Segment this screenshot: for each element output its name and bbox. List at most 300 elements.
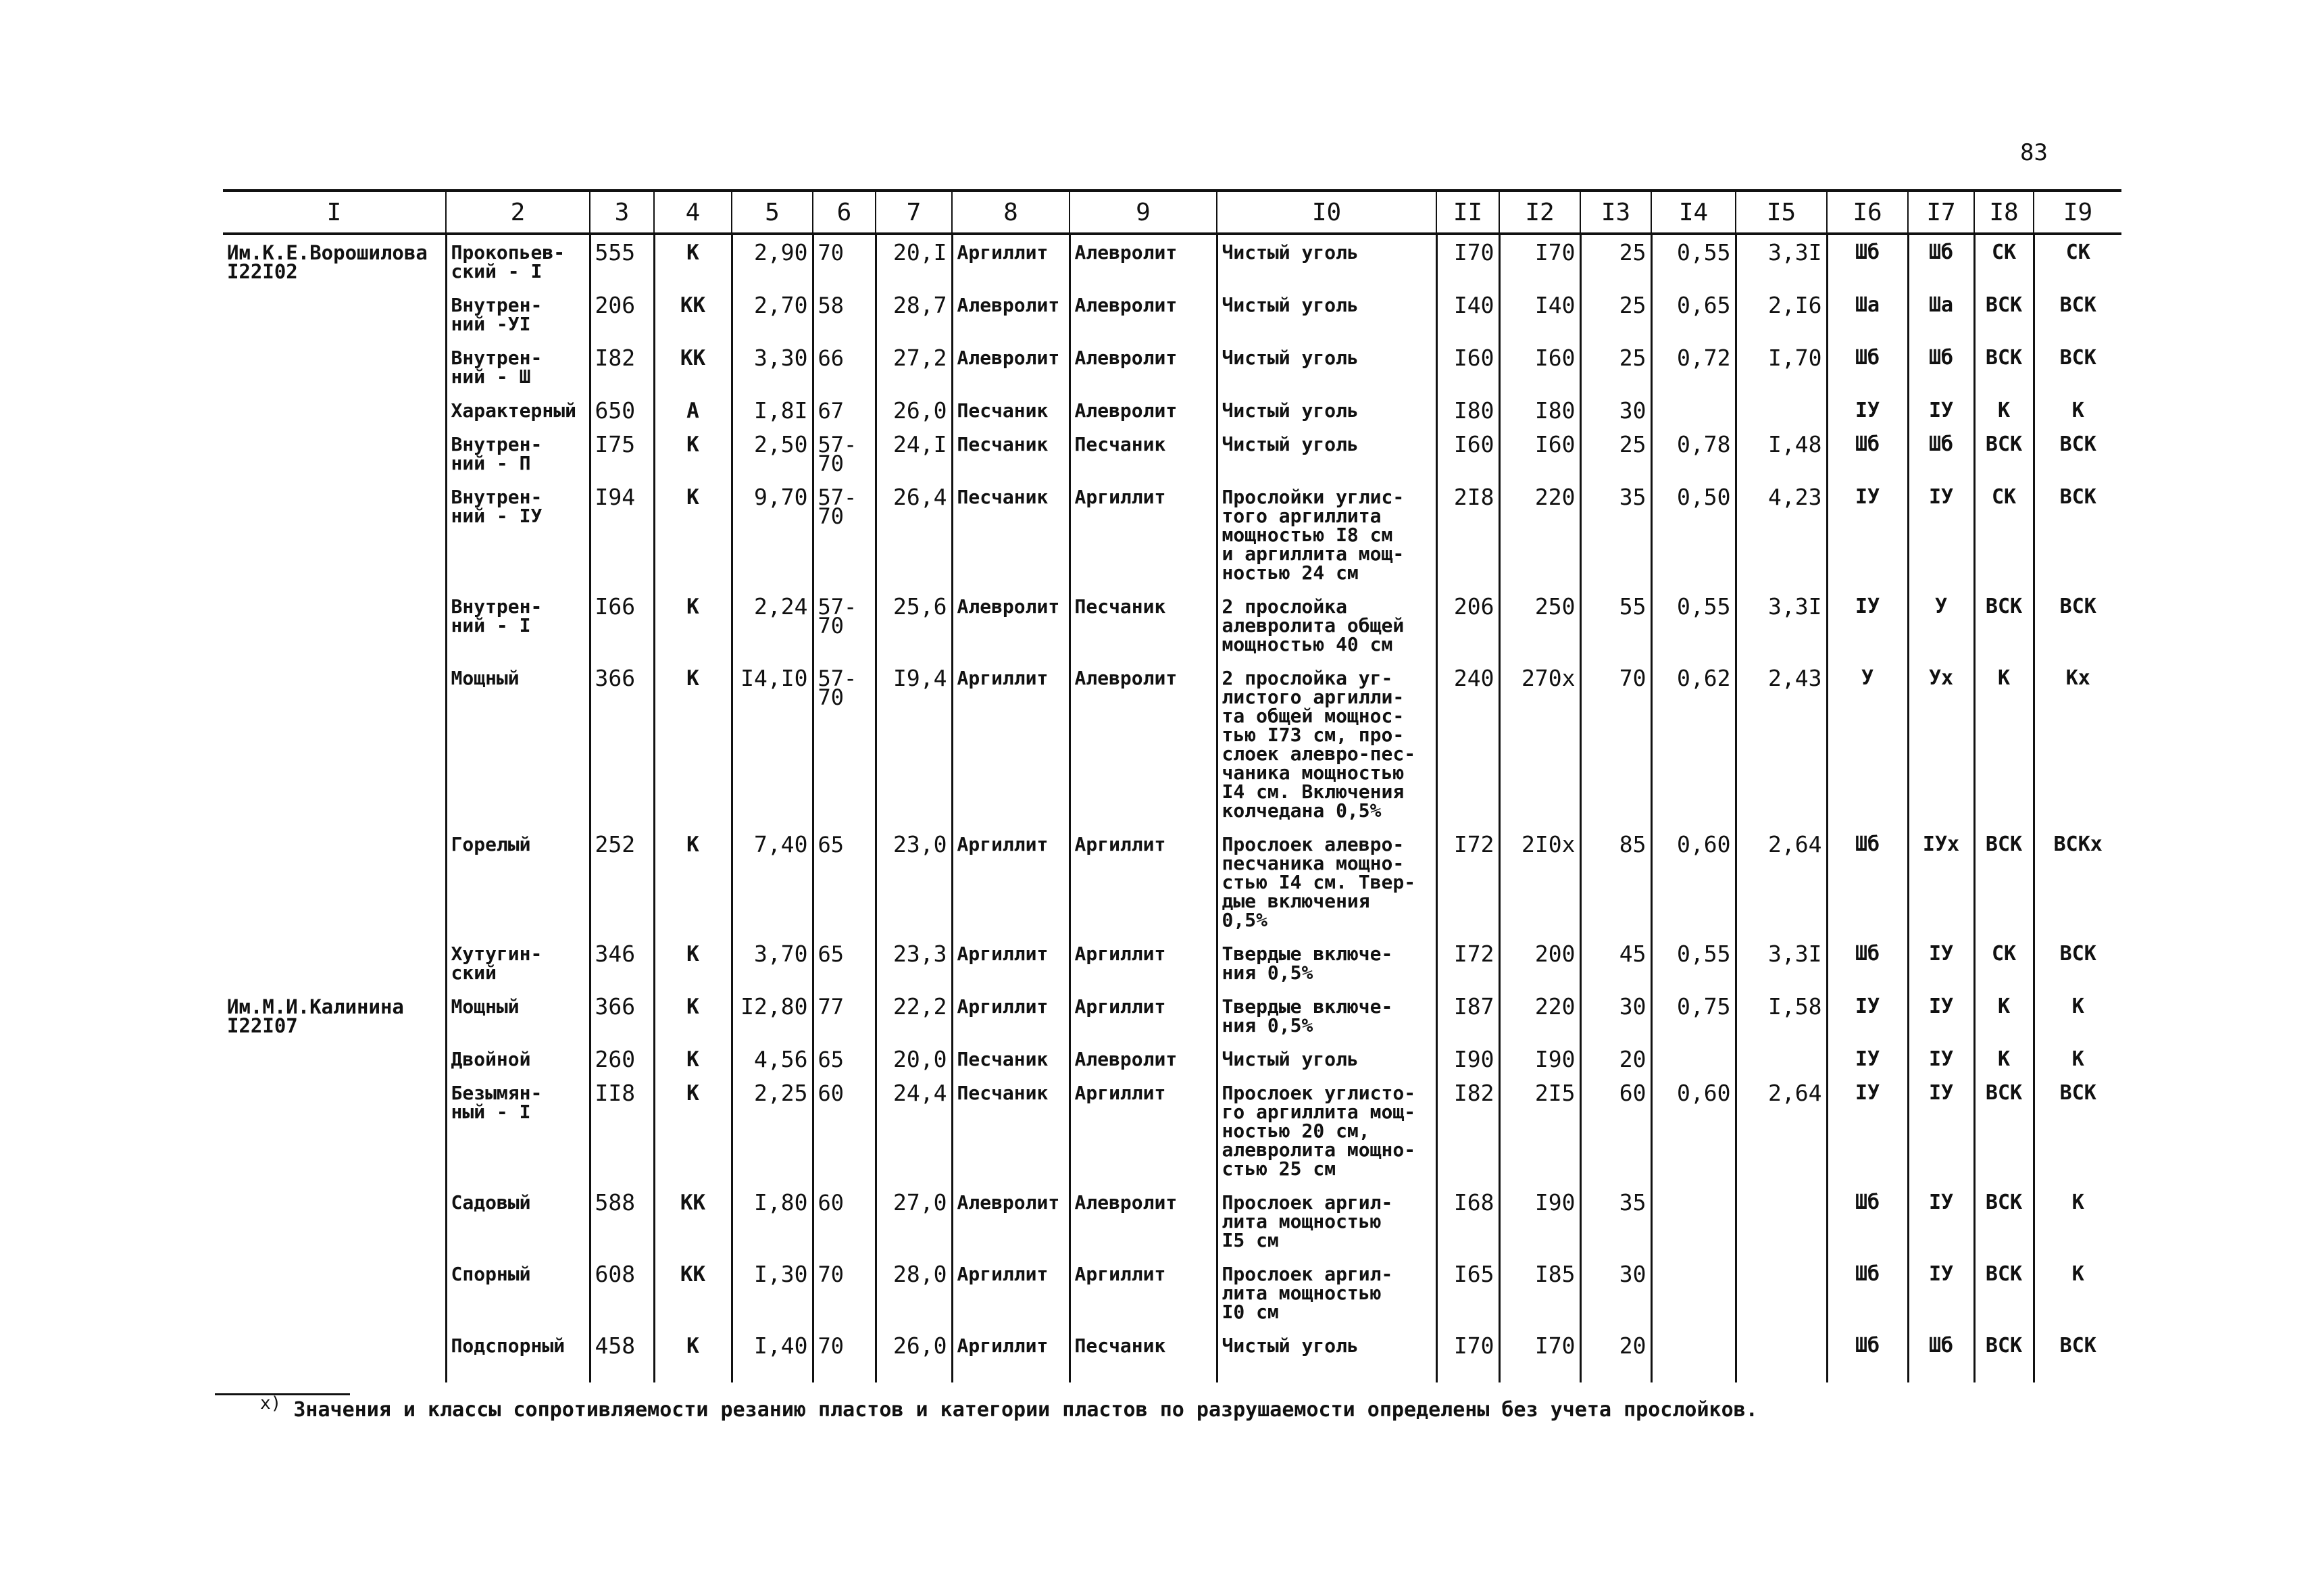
table-row — [223, 1185, 2121, 1257]
cell-col-19: ВСКх — [2034, 827, 2121, 937]
cell-col-19: ВСК — [2034, 480, 2121, 589]
cell-col-12: 250 — [1499, 589, 1580, 661]
cell-col-8: Песчаник — [952, 393, 1070, 427]
column-header-18: I8 — [1974, 191, 2034, 234]
cell-col-18: ВСК — [1974, 341, 2034, 393]
cell-col-12: I70 — [1499, 234, 1580, 288]
cell-col-18: ВСК — [1974, 1328, 2034, 1382]
cell-col-6: 57- 70 — [813, 480, 876, 589]
cell-col-6: 57- 70 — [813, 427, 876, 480]
cell-col-3: I82 — [590, 341, 654, 393]
cell-col-16: Шб — [1827, 1257, 1908, 1328]
cell-col-10: Прослойки углис- того аргиллита мощностью I8 см и аргиллита мощ- ностью 24 см — [1217, 480, 1436, 589]
cell-col-8: Алевролит — [952, 341, 1070, 393]
cell-col-17: Ша — [1908, 288, 1974, 341]
cell-col-8: Алевролит — [952, 589, 1070, 661]
cell-col-15: 2,I6 — [1736, 288, 1827, 341]
column-header-19: I9 — [2034, 191, 2121, 234]
column-header-4: 4 — [654, 191, 732, 234]
cell-col-2: Подспорный — [446, 1328, 590, 1382]
cell-col-12: 270х — [1499, 661, 1580, 827]
table-row — [223, 1042, 2121, 1076]
cell-col-18: К — [1974, 393, 2034, 427]
cell-col-19: К — [2034, 1042, 2121, 1076]
cell-col-4: КК — [654, 341, 732, 393]
cell-col-15: 2,64 — [1736, 827, 1827, 937]
cell-col-13: 30 — [1580, 989, 1651, 1042]
cell-col-7: 24,I — [876, 427, 952, 480]
table-row — [223, 234, 2121, 288]
cell-col-1 — [223, 827, 446, 937]
footnote-marker: х) — [260, 1393, 282, 1414]
column-header-14: I4 — [1651, 191, 1736, 234]
cell-col-9: Песчаник — [1070, 589, 1217, 661]
cell-col-19: ВСК — [2034, 589, 2121, 661]
cell-col-8: Аргиллит — [952, 661, 1070, 827]
cell-col-17: IУ — [1908, 1042, 1974, 1076]
cell-col-17: IУ — [1908, 1076, 1974, 1185]
cell-col-6: 70 — [813, 1257, 876, 1328]
cell-col-13: 30 — [1580, 1257, 1651, 1328]
cell-col-18: СК — [1974, 480, 2034, 589]
cell-col-2: Внутрен- ний - Ш — [446, 341, 590, 393]
cell-col-19: ВСК — [2034, 1328, 2121, 1382]
cell-col-3: 555 — [590, 234, 654, 288]
cell-col-15 — [1736, 1328, 1827, 1382]
cell-col-7: 28,0 — [876, 1257, 952, 1328]
cell-col-13: 35 — [1580, 480, 1651, 589]
table-row — [223, 937, 2121, 989]
cell-col-4: К — [654, 661, 732, 827]
cell-col-10: Прослоек углисто- го аргиллита мощ- ностью 20 см, алевролита мощно- стью 25 см — [1217, 1076, 1436, 1185]
cell-col-6: 65 — [813, 937, 876, 989]
cell-col-9: Аргиллит — [1070, 989, 1217, 1042]
cell-col-9: Алевролит — [1070, 1042, 1217, 1076]
cell-col-19: К — [2034, 1257, 2121, 1328]
cell-col-19: ВСК — [2034, 937, 2121, 989]
cell-col-13: 45 — [1580, 937, 1651, 989]
cell-col-11: I80 — [1436, 393, 1499, 427]
cell-col-14 — [1651, 1185, 1736, 1257]
cell-col-10: Прослоек аргил- лита мощностью I0 см — [1217, 1257, 1436, 1328]
cell-col-1 — [223, 589, 446, 661]
cell-col-8: Песчаник — [952, 480, 1070, 589]
cell-col-5: I,80 — [732, 1185, 813, 1257]
cell-col-2: Внутрен- ний - П — [446, 427, 590, 480]
cell-col-14: 0,55 — [1651, 937, 1736, 989]
cell-col-17: Шб — [1908, 341, 1974, 393]
cell-col-4: К — [654, 1042, 732, 1076]
cell-col-13: 25 — [1580, 234, 1651, 288]
cell-col-12: 2I5 — [1499, 1076, 1580, 1185]
cell-col-4: К — [654, 827, 732, 937]
cell-col-8: Аргиллит — [952, 937, 1070, 989]
cell-col-12: I40 — [1499, 288, 1580, 341]
cell-col-17: Шб — [1908, 234, 1974, 288]
cell-col-13: 25 — [1580, 341, 1651, 393]
cell-col-5: 9,70 — [732, 480, 813, 589]
cell-col-8: Аргиллит — [952, 1328, 1070, 1382]
cell-col-3: 608 — [590, 1257, 654, 1328]
cell-col-6: 65 — [813, 827, 876, 937]
cell-col-14: 0,55 — [1651, 234, 1736, 288]
cell-col-19: ВСК — [2034, 427, 2121, 480]
cell-col-12: I60 — [1499, 341, 1580, 393]
cell-col-4: К — [654, 427, 732, 480]
cell-col-11: I72 — [1436, 827, 1499, 937]
cell-col-7: I9,4 — [876, 661, 952, 827]
table-row — [223, 427, 2121, 480]
cell-col-11: I72 — [1436, 937, 1499, 989]
cell-col-17: IУ — [1908, 989, 1974, 1042]
cell-col-5: I,8I — [732, 393, 813, 427]
cell-col-19: ВСК — [2034, 288, 2121, 341]
cell-col-2: Прокопьев- ский - I — [446, 234, 590, 288]
cell-col-11: I70 — [1436, 1328, 1499, 1382]
cell-col-6: 77 — [813, 989, 876, 1042]
cell-col-8: Аргиллит — [952, 234, 1070, 288]
cell-col-5: 2,70 — [732, 288, 813, 341]
cell-col-18: К — [1974, 1042, 2034, 1076]
cell-col-12: I60 — [1499, 427, 1580, 480]
cell-col-16: Шб — [1827, 341, 1908, 393]
cell-col-1: Им.М.И.Калинина I22I07 — [227, 995, 404, 1037]
cell-col-1 — [223, 288, 446, 341]
cell-col-3: II8 — [590, 1076, 654, 1185]
cell-col-12: I85 — [1499, 1257, 1580, 1328]
cell-col-2: Горелый — [446, 827, 590, 937]
cell-col-7: 26,0 — [876, 393, 952, 427]
cell-col-10: 2 прослойка уг- листого аргилли- та общей мощнос- тью I73 см, про- слоек алевро-пес- чаника мощностью I4 см. Включения колчедана 0,5% — [1217, 661, 1436, 827]
cell-col-2: Двойной — [446, 1042, 590, 1076]
cell-col-3: I66 — [590, 589, 654, 661]
cell-col-13: 25 — [1580, 427, 1651, 480]
cell-col-11: I60 — [1436, 341, 1499, 393]
cell-col-16: IУ — [1827, 1076, 1908, 1185]
cell-col-1 — [223, 1185, 446, 1257]
cell-col-6: 67 — [813, 393, 876, 427]
cell-col-15: 4,23 — [1736, 480, 1827, 589]
cell-col-17: Ух — [1908, 661, 1974, 827]
cell-col-10: Чистый уголь — [1217, 341, 1436, 393]
cell-col-1 — [223, 1076, 446, 1185]
cell-col-14: 0,60 — [1651, 1076, 1736, 1185]
cell-col-5: 2,24 — [732, 589, 813, 661]
cell-col-7: 26,0 — [876, 1328, 952, 1382]
cell-col-14: 0,50 — [1651, 480, 1736, 589]
cell-col-4: К — [654, 480, 732, 589]
cell-col-6: 57- 70 — [813, 661, 876, 827]
cell-col-9: Алевролит — [1070, 234, 1217, 288]
cell-col-15 — [1736, 393, 1827, 427]
cell-col-10: Чистый уголь — [1217, 1042, 1436, 1076]
cell-col-9: Аргиллит — [1070, 480, 1217, 589]
cell-col-5: 2,25 — [732, 1076, 813, 1185]
cell-col-15 — [1736, 1257, 1827, 1328]
cell-col-10: Чистый уголь — [1217, 1328, 1436, 1382]
cell-col-2: Садовый — [446, 1185, 590, 1257]
cell-col-8: Песчаник — [952, 427, 1070, 480]
cell-col-10: Твердые включе- ния 0,5% — [1217, 989, 1436, 1042]
cell-col-17: Шб — [1908, 1328, 1974, 1382]
cell-col-5: 2,50 — [732, 427, 813, 480]
column-header-11: II — [1436, 191, 1499, 234]
cell-col-3: I94 — [590, 480, 654, 589]
cell-col-15 — [1736, 1185, 1827, 1257]
cell-col-3: 252 — [590, 827, 654, 937]
cell-col-17: IУх — [1908, 827, 1974, 937]
cell-col-12: I90 — [1499, 1042, 1580, 1076]
column-header-7: 7 — [876, 191, 952, 234]
cell-col-18: ВСК — [1974, 427, 2034, 480]
cell-col-10: Чистый уголь — [1217, 234, 1436, 288]
cell-col-17: IУ — [1908, 937, 1974, 989]
cell-col-18: СК — [1974, 234, 2034, 288]
cell-col-17: IУ — [1908, 393, 1974, 427]
cell-col-10: Чистый уголь — [1217, 288, 1436, 341]
cell-col-13: 25 — [1580, 288, 1651, 341]
column-header-13: I3 — [1580, 191, 1651, 234]
table-row — [223, 589, 2121, 661]
cell-col-1 — [223, 1257, 446, 1328]
cell-col-12: 220 — [1499, 480, 1580, 589]
page-number: 83 — [2020, 139, 2048, 166]
cell-col-10: Чистый уголь — [1217, 393, 1436, 427]
cell-col-19: К — [2034, 393, 2121, 427]
cell-col-15: 2,64 — [1736, 1076, 1827, 1185]
cell-col-19: Кх — [2034, 661, 2121, 827]
cell-col-9: Аргиллит — [1070, 1257, 1217, 1328]
cell-col-1 — [223, 937, 446, 989]
cell-col-13: 20 — [1580, 1328, 1651, 1382]
cell-col-1 — [223, 427, 446, 480]
cell-col-15: I,58 — [1736, 989, 1827, 1042]
cell-col-11: I40 — [1436, 288, 1499, 341]
cell-col-11: I60 — [1436, 427, 1499, 480]
cell-col-11: 206 — [1436, 589, 1499, 661]
cell-col-16: Шб — [1827, 937, 1908, 989]
cell-col-4: К — [654, 1328, 732, 1382]
cell-col-7: 28,7 — [876, 288, 952, 341]
column-header-8: 8 — [952, 191, 1070, 234]
cell-col-13: 60 — [1580, 1076, 1651, 1185]
cell-col-18: СК — [1974, 937, 2034, 989]
cell-col-5: 4,56 — [732, 1042, 813, 1076]
cell-col-7: 24,4 — [876, 1076, 952, 1185]
cell-col-16: Шб — [1827, 1328, 1908, 1382]
cell-col-10: 2 прослойка алевролита общей мощностью 40 см — [1217, 589, 1436, 661]
cell-col-11: 2I8 — [1436, 480, 1499, 589]
column-header-16: I6 — [1827, 191, 1908, 234]
cell-col-14: 0,60 — [1651, 827, 1736, 937]
cell-col-5: 2,90 — [732, 234, 813, 288]
cell-col-19: ВСК — [2034, 1076, 2121, 1185]
cell-col-4: КК — [654, 1185, 732, 1257]
cell-col-14 — [1651, 393, 1736, 427]
cell-col-11: 240 — [1436, 661, 1499, 827]
cell-col-18: ВСК — [1974, 1185, 2034, 1257]
cell-col-2: Мощный — [446, 661, 590, 827]
cell-col-14: 0,78 — [1651, 427, 1736, 480]
cell-col-18: ВСК — [1974, 827, 2034, 937]
table-row — [223, 827, 2121, 937]
cell-col-3: 650 — [590, 393, 654, 427]
cell-col-3: I75 — [590, 427, 654, 480]
cell-col-16: Шб — [1827, 1185, 1908, 1257]
cell-col-12: I90 — [1499, 1185, 1580, 1257]
cell-col-18: ВСК — [1974, 288, 2034, 341]
cell-col-7: 27,2 — [876, 341, 952, 393]
cell-col-2: Безымян- ный - I — [446, 1076, 590, 1185]
cell-col-18: ВСК — [1974, 1076, 2034, 1185]
cell-col-4: К — [654, 937, 732, 989]
cell-col-15: I,70 — [1736, 341, 1827, 393]
table-body — [223, 234, 2121, 1382]
cell-col-6: 60 — [813, 1185, 876, 1257]
table-row — [223, 341, 2121, 393]
cell-col-10: Прослоек алевро- песчаника мощно- стью I4 см. Твер- дые включения 0,5% — [1217, 827, 1436, 937]
cell-col-18: К — [1974, 661, 2034, 827]
cell-col-15: 3,3I — [1736, 937, 1827, 989]
cell-col-6: 70 — [813, 234, 876, 288]
cell-col-5: I,30 — [732, 1257, 813, 1328]
cell-col-16: IУ — [1827, 480, 1908, 589]
column-header-5: 5 — [732, 191, 813, 234]
cell-col-16: IУ — [1827, 989, 1908, 1042]
cell-col-7: 23,3 — [876, 937, 952, 989]
cell-col-17: IУ — [1908, 1257, 1974, 1328]
cell-col-15: 3,3I — [1736, 589, 1827, 661]
cell-col-18: К — [1974, 989, 2034, 1042]
cell-col-8: Песчаник — [952, 1042, 1070, 1076]
cell-col-3: 346 — [590, 937, 654, 989]
cell-col-18: ВСК — [1974, 1257, 2034, 1328]
cell-col-5: I2,80 — [732, 989, 813, 1042]
cell-col-2: Внутрен- ний -УI — [446, 288, 590, 341]
cell-col-15: 2,43 — [1736, 661, 1827, 827]
cell-col-14 — [1651, 1042, 1736, 1076]
cell-col-9: Алевролит — [1070, 393, 1217, 427]
footnote-text: Значения и классы сопротивляемости резанию пластов и категории пластов по разрушаемости определены без учета прослойков. — [293, 1398, 1758, 1422]
cell-col-10: Чистый уголь — [1217, 427, 1436, 480]
cell-col-14: 0,62 — [1651, 661, 1736, 827]
table-row — [223, 1076, 2121, 1185]
cell-col-1: Им.К.Е.Ворошилова I22I02 — [227, 241, 428, 283]
coal-seam-table — [223, 189, 2121, 1382]
cell-col-12: 2I0х — [1499, 827, 1580, 937]
table-row — [223, 1328, 2121, 1382]
cell-col-13: 55 — [1580, 589, 1651, 661]
cell-col-9: Алевролит — [1070, 661, 1217, 827]
cell-col-8: Алевролит — [952, 1185, 1070, 1257]
cell-col-16: IУ — [1827, 393, 1908, 427]
cell-col-17: Шб — [1908, 427, 1974, 480]
cell-col-8: Алевролит — [952, 288, 1070, 341]
cell-col-13: 70 — [1580, 661, 1651, 827]
cell-col-16: IУ — [1827, 589, 1908, 661]
cell-col-4: КК — [654, 1257, 732, 1328]
cell-col-19: К — [2034, 1185, 2121, 1257]
cell-col-6: 70 — [813, 1328, 876, 1382]
cell-col-3: 366 — [590, 989, 654, 1042]
column-header-9: 9 — [1070, 191, 1217, 234]
cell-col-5: 3,70 — [732, 937, 813, 989]
cell-col-1 — [223, 341, 446, 393]
cell-col-9: Песчаник — [1070, 427, 1217, 480]
column-header-2: 2 — [446, 191, 590, 234]
cell-col-13: 30 — [1580, 393, 1651, 427]
cell-col-14: 0,75 — [1651, 989, 1736, 1042]
cell-col-14: 0,72 — [1651, 341, 1736, 393]
cell-col-2: Спорный — [446, 1257, 590, 1328]
cell-col-10: Твердые включе- ния 0,5% — [1217, 937, 1436, 989]
cell-col-5: 7,40 — [732, 827, 813, 937]
table-row — [223, 989, 2121, 1042]
cell-col-1 — [223, 1042, 446, 1076]
cell-col-11: I65 — [1436, 1257, 1499, 1328]
cell-col-9: Песчаник — [1070, 1328, 1217, 1382]
column-header-1: I — [223, 191, 446, 234]
cell-col-11: I87 — [1436, 989, 1499, 1042]
cell-col-7: 20,0 — [876, 1042, 952, 1076]
cell-col-18: ВСК — [1974, 589, 2034, 661]
table-row — [223, 393, 2121, 427]
column-header-10: I0 — [1217, 191, 1436, 234]
cell-col-12: 220 — [1499, 989, 1580, 1042]
cell-col-9: Аргиллит — [1070, 827, 1217, 937]
cell-col-9: Алевролит — [1070, 1185, 1217, 1257]
cell-col-3: 206 — [590, 288, 654, 341]
cell-col-7: 25,6 — [876, 589, 952, 661]
table-row — [223, 288, 2121, 341]
cell-col-14 — [1651, 1257, 1736, 1328]
cell-col-8: Аргиллит — [952, 989, 1070, 1042]
cell-col-15 — [1736, 1042, 1827, 1076]
cell-col-6: 57- 70 — [813, 589, 876, 661]
footnote — [260, 1393, 1758, 1422]
cell-col-8: Аргиллит — [952, 827, 1070, 937]
cell-col-3: 588 — [590, 1185, 654, 1257]
cell-col-4: К — [654, 589, 732, 661]
cell-col-12: I80 — [1499, 393, 1580, 427]
cell-col-12: 200 — [1499, 937, 1580, 989]
cell-col-1 — [223, 393, 446, 427]
cell-col-11: I70 — [1436, 234, 1499, 288]
cell-col-3: 366 — [590, 661, 654, 827]
cell-col-8: Аргиллит — [952, 1257, 1070, 1328]
cell-col-3: 260 — [590, 1042, 654, 1076]
cell-col-1 — [223, 480, 446, 589]
cell-col-11: I90 — [1436, 1042, 1499, 1076]
cell-col-2: Хутугин- ский — [446, 937, 590, 989]
cell-col-9: Алевролит — [1070, 288, 1217, 341]
cell-col-12: I70 — [1499, 1328, 1580, 1382]
column-header-6: 6 — [813, 191, 876, 234]
cell-col-11: I82 — [1436, 1076, 1499, 1185]
cell-col-6: 58 — [813, 288, 876, 341]
cell-col-4: А — [654, 393, 732, 427]
cell-col-2: Мощный — [446, 989, 590, 1042]
cell-col-9: Аргиллит — [1070, 937, 1217, 989]
cell-col-16: Ша — [1827, 288, 1908, 341]
cell-col-2: Характерный — [446, 393, 590, 427]
cell-col-3: 458 — [590, 1328, 654, 1382]
cell-col-19: ВСК — [2034, 341, 2121, 393]
cell-col-2: Внутрен- ний - I — [446, 589, 590, 661]
cell-col-10: Прослоек аргил- лита мощностью I5 см — [1217, 1185, 1436, 1257]
table-row — [223, 1257, 2121, 1328]
cell-col-17: У — [1908, 589, 1974, 661]
